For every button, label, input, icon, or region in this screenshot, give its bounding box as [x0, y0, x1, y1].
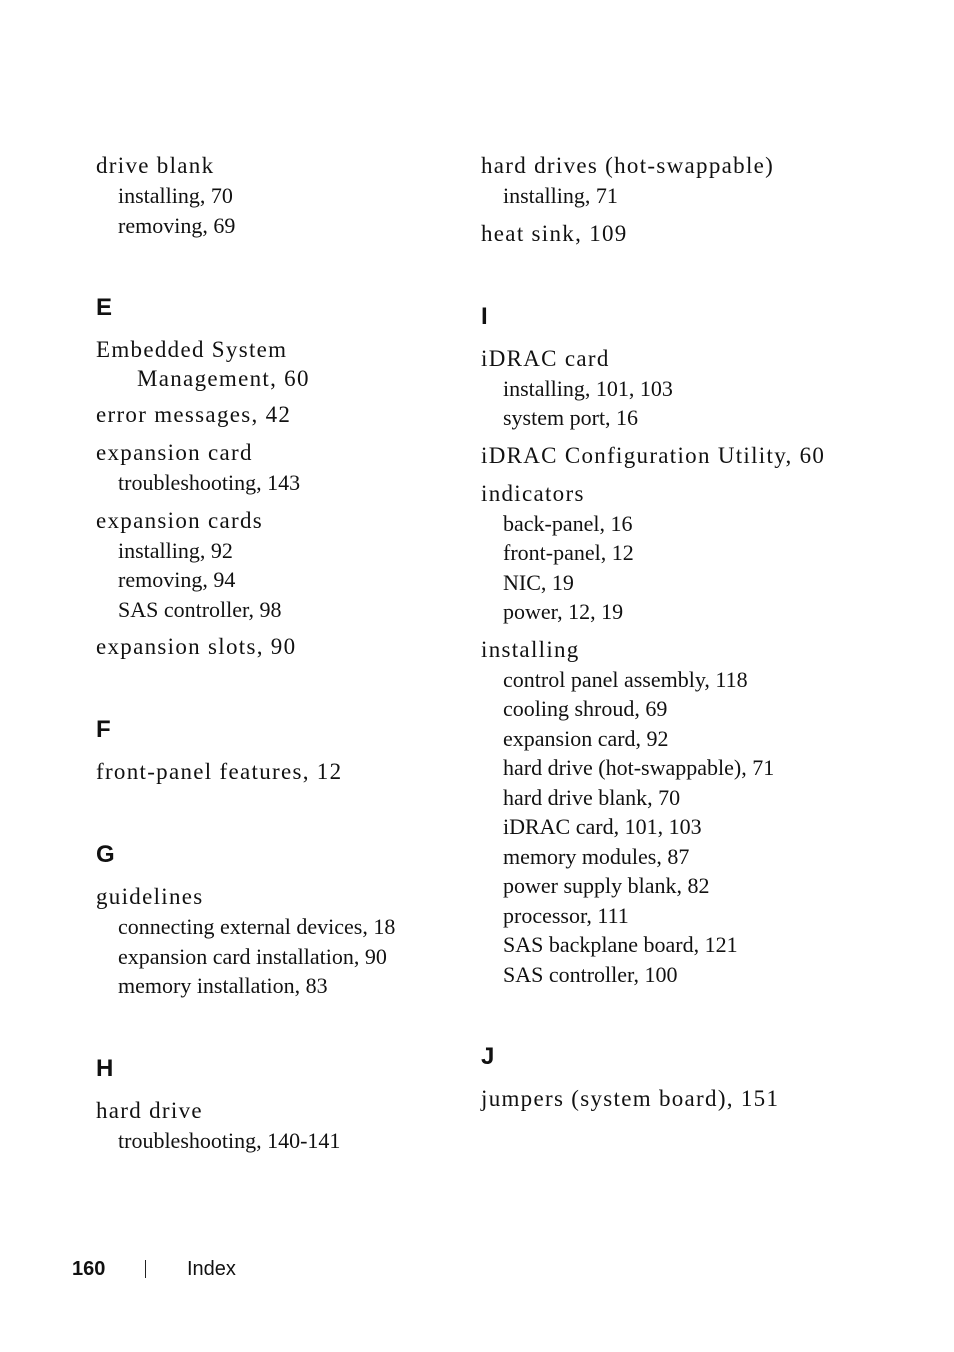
index-subentry: hard drive blank, 70	[503, 784, 681, 810]
index-entry	[96, 882, 456, 1001]
index-term: guidelines	[96, 884, 204, 909]
section-letter: H	[96, 1054, 114, 1082]
index-term: expansion cards	[96, 507, 264, 533]
index-entry	[96, 151, 456, 240]
index-subentry: processor, 111	[503, 902, 629, 928]
index-subentry: installing, 92	[118, 537, 233, 563]
footer-separator	[145, 1260, 146, 1278]
index-term: iDRAC card	[481, 345, 610, 371]
index-entry	[96, 506, 456, 625]
index-entry	[481, 344, 921, 433]
index-subentry: SAS controller, 98	[118, 596, 282, 622]
index-subentry: expansion card, 92	[503, 725, 669, 751]
footer-section-label: Index	[187, 1258, 236, 1280]
index-subentry: hard drive (hot-swappable), 71	[503, 755, 775, 780]
index-term: heat sink, 109	[481, 220, 628, 246]
index-term: indicators	[481, 480, 585, 506]
index-subentry: troubleshooting, 140-141	[118, 1127, 341, 1153]
index-entry	[96, 438, 456, 498]
index-entry	[96, 757, 456, 787]
index-entry	[96, 632, 456, 662]
index-term: jumpers (system board), 151	[481, 1086, 780, 1111]
index-subentry: installing, 101, 103	[503, 375, 673, 401]
index-term: installing	[481, 636, 580, 662]
index-column-left	[96, 151, 456, 1155]
index-subentry: SAS controller, 100	[503, 961, 678, 987]
index-column-right	[481, 151, 921, 1114]
index-section-f	[96, 715, 456, 787]
index-section-g	[96, 840, 456, 1001]
index-term: iDRAC Configuration Utility, 60	[481, 442, 826, 468]
index-section-e	[96, 293, 456, 662]
section-letter: J	[481, 1043, 495, 1070]
index-subentry: removing, 69	[118, 212, 236, 238]
section-letter: G	[96, 841, 115, 868]
index-subentry: front-panel, 12	[503, 540, 634, 565]
index-subentry: removing, 94	[118, 567, 236, 592]
index-subentry: memory installation, 83	[118, 973, 328, 998]
index-subentry: iDRAC card, 101, 103	[503, 814, 702, 839]
index-entry	[481, 1084, 921, 1114]
index-entry	[96, 335, 456, 392]
index-subentry: NIC, 19	[503, 569, 574, 595]
index-subentry: power supply blank, 82	[503, 873, 710, 898]
index-term: Embedded System	[96, 337, 288, 362]
index-section-j	[481, 1042, 921, 1114]
index-subentry: power, 12, 19	[503, 599, 624, 624]
index-subentry: cooling shroud, 69	[503, 696, 668, 721]
index-subentry: installing, 71	[503, 183, 618, 208]
index-subentry: troubleshooting, 143	[118, 470, 301, 495]
index-entry	[481, 151, 921, 211]
section-letter: E	[96, 294, 113, 321]
page-number: 160	[72, 1258, 106, 1280]
index-subentry: expansion card installation, 90	[118, 943, 387, 969]
index-subentry: memory modules, 87	[503, 843, 690, 869]
index-term: hard drive	[96, 1097, 203, 1123]
index-entry	[481, 479, 921, 627]
index-subentry: system port, 16	[503, 405, 639, 430]
index-subentry: back-panel, 16	[503, 510, 633, 536]
index-term: hard drives (hot-swappable)	[481, 153, 775, 178]
index-subentry: control panel assembly, 118	[503, 666, 748, 692]
index-section-h	[96, 1054, 456, 1156]
index-term: drive blank	[96, 153, 215, 178]
index-entry	[96, 1096, 456, 1156]
index-subentry: connecting external devices, 18	[118, 914, 396, 939]
index-subentry: installing, 70	[118, 183, 233, 208]
section-letter: F	[96, 716, 111, 743]
index-term: expansion slots, 90	[96, 634, 297, 659]
index-subentry: SAS backplane board, 121	[503, 932, 738, 957]
index-term: error messages, 42	[96, 402, 292, 427]
index-entry	[481, 219, 921, 249]
index-entry	[481, 635, 921, 990]
section-letter: I	[481, 302, 488, 330]
index-section-i	[481, 302, 921, 990]
index-term: front-panel features, 12	[96, 759, 343, 784]
index-entry	[96, 400, 456, 430]
index-term-continuation: Management, 60	[137, 366, 310, 391]
index-term: expansion card	[96, 440, 253, 465]
index-entry	[481, 441, 921, 471]
